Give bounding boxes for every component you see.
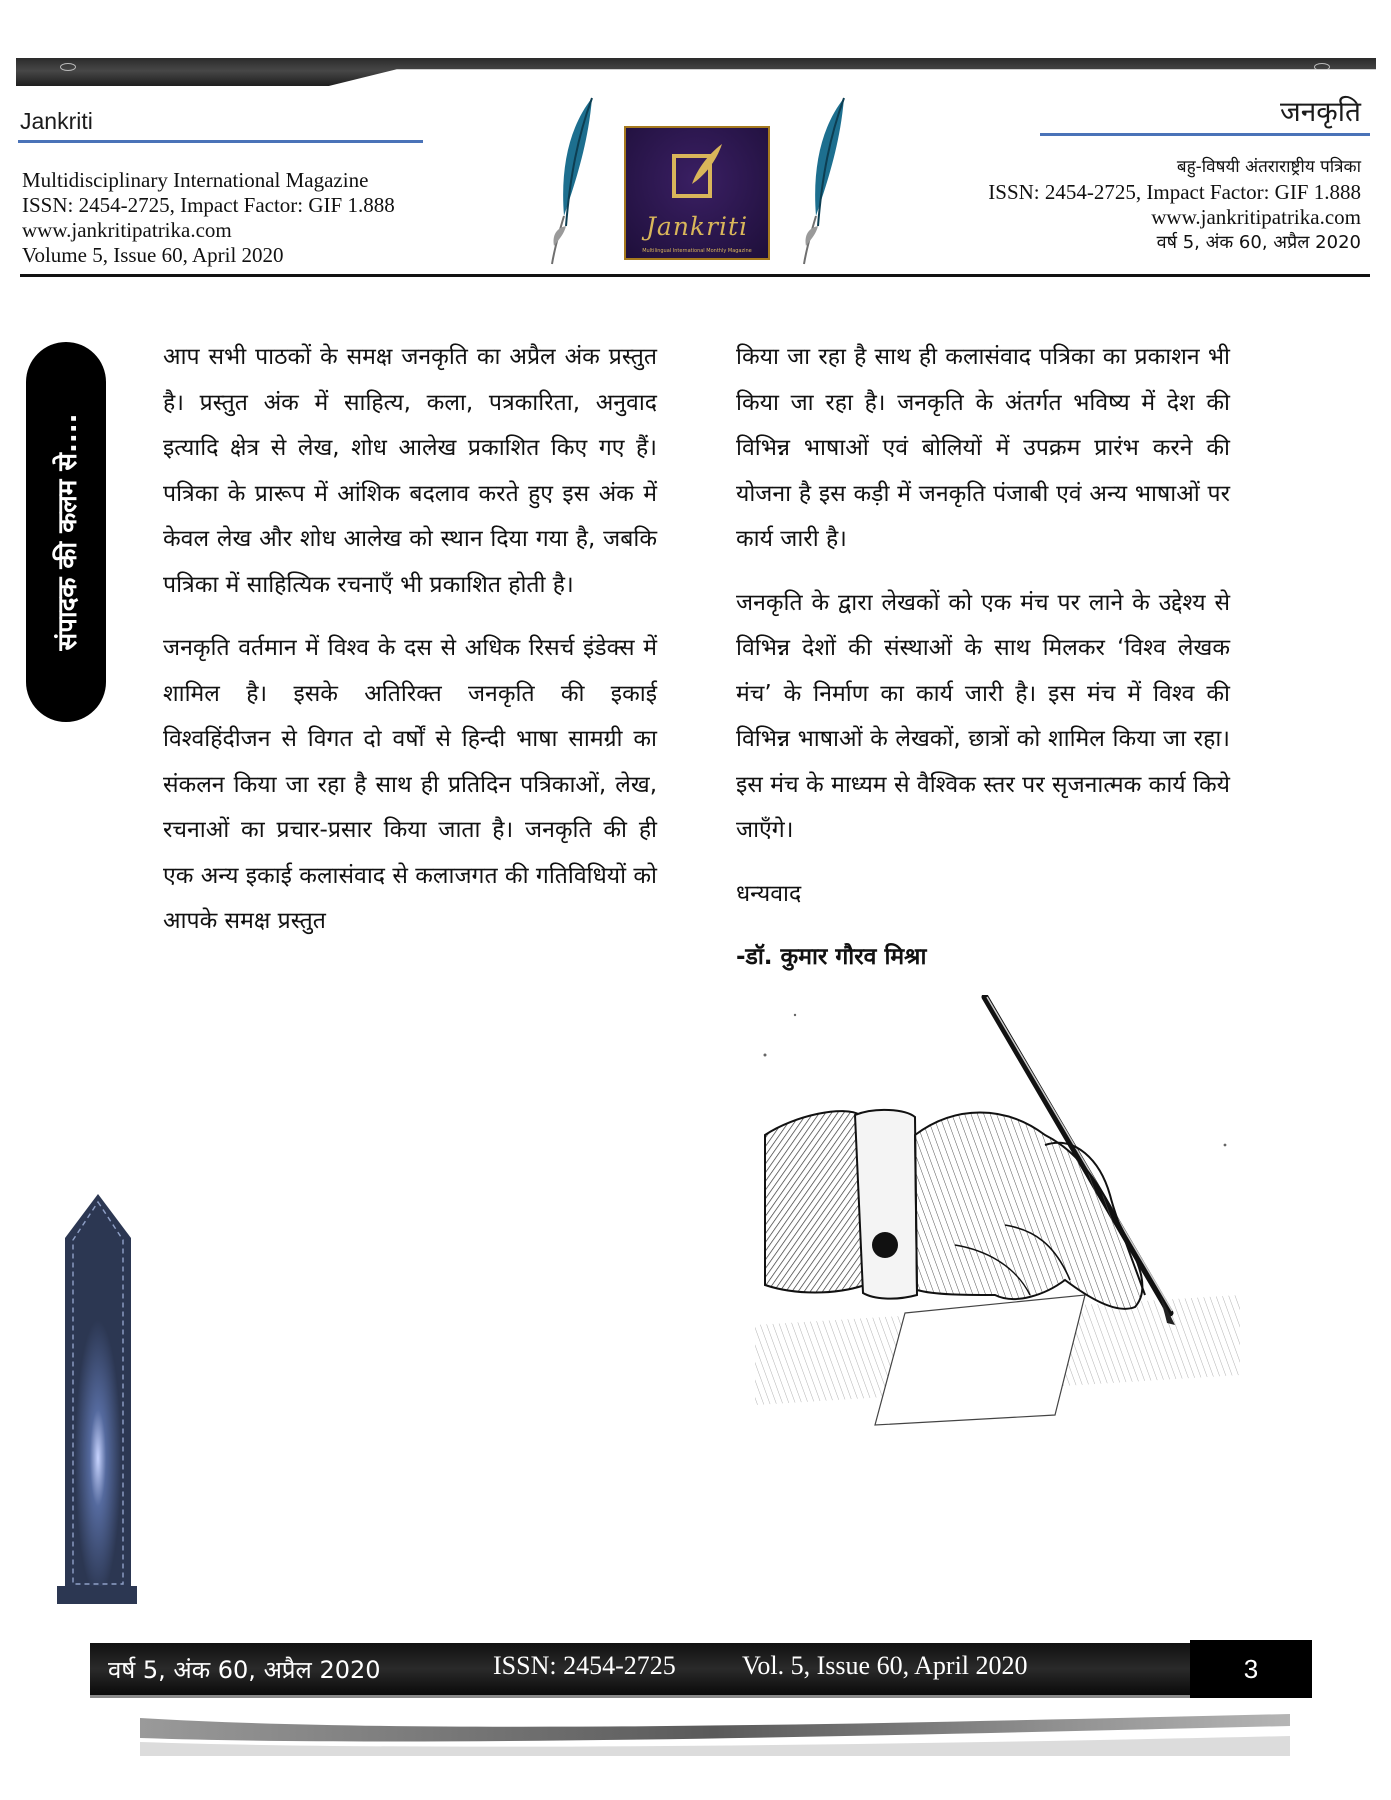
issn-impact: ISSN: 2454-2725, Impact Factor: GIF 1.888 [988, 180, 1361, 204]
magazine-type: Multidisciplinary International Magazine [22, 168, 369, 192]
logo-name: Jankriti [645, 212, 749, 241]
brand-name-english: Jankriti [20, 108, 93, 134]
logo-quill-icon [670, 142, 728, 204]
website-link[interactable]: www.jankritipatrika.com [1151, 205, 1361, 229]
jankriti-logo [624, 126, 770, 260]
paragraph: जनकृति वर्तमान में विश्व के दस से अधिक रिसर्च इंडेक्स में शामिल है। इसके अतिरिक्त जनकृति की इकाई विश्वहिंदीजन से विगत दो वर्षों से हिन्दी भाषा सामग्री का संकलन किया जा रहा है साथ ही प्रतिदिन पत्रिकाओं, लेख, रचनाओं का प्रचार-प्रसार किया जाता है। जनकृति की ही एक अन्य इकाई कलासंवाद से कलाजगत की गतिविधियों को आपके समक्ष प्रस्तुत [163, 635, 657, 934]
footer-swoosh [140, 1712, 1290, 1756]
brand-name-hindi: जनकृति [1279, 95, 1361, 128]
magazine-tagline-hindi: बहु-विषयी अंतराराष्ट्रीय पत्रिका [1176, 157, 1361, 177]
website-link[interactable]: www.jankritipatrika.com [22, 218, 232, 242]
paragraph: आप सभी पाठकों के समक्ष जनकृति का अप्रैल अंक प्रस्तुत है। प्रस्तुत अंक में साहित्य, कला, पत्रकारिता, अनुवाद इत्यादि क्षेत्र से लेख, शोध आलेख प्रकाशित किए गए हैं। पत्रिका के प्रारूप में आंशिक बदलाव करते हुए इस अंक में केवल लेख और शोध आलेख को स्थान दिया गया है, जबकि पत्रिका में साहित्यिक रचनाएँ भी प्रकाशित होती है। [163, 344, 657, 598]
rivet-icon [60, 63, 76, 71]
right-column [736, 335, 1230, 999]
header-rule-right [1040, 133, 1370, 136]
issn-impact: ISSN: 2454-2725, Impact Factor: GIF 1.888 [22, 193, 395, 217]
footer-volume-english: Vol. 5, Issue 60, April 2020 [742, 1651, 1028, 1680]
paragraph: किया जा रहा है साथ ही कलासंवाद पत्रिका का प्रकाशन भी किया जा रहा है। जनकृति के अंतर्गत भविष्य में देश की विभिन्न भाषाओं एवं बोलियों में उपक्रम प्रारंभ करने की योजना है इस कड़ी में जनकृति पंजाबी एवं अन्य भाषाओं पर कार्य जारी है। [736, 344, 1230, 552]
page-number: 3 [1190, 1640, 1312, 1698]
header-meta-left [22, 168, 395, 268]
thanks-text: धन्यवाद [736, 880, 802, 907]
editor-column-tab [26, 342, 106, 722]
side-tab-label: संपादक की कलम से.... [53, 413, 83, 651]
paragraph: जनकृति के द्वारा लेखकों को एक मंच पर लाने के उद्देश्य से विभिन्न देशों की संस्थाओं के साथ मिलकर ‘विश्व लेखक मंच’ के निर्माण का कार्य जारी है। इस मंच में विश्व की विभिन्न भाषाओं के लेखकों, छात्रों को शामिल किया जा रहा। इस मंच के माध्यम से वैश्विक स्तर पर सृजनात्मक कार्य किये जाएँगे। [736, 589, 1230, 843]
rivet-icon [1314, 63, 1330, 71]
feather-quill-icon [800, 96, 848, 266]
bookmark-icon [55, 1190, 140, 1605]
footer-volume-hindi: वर्ष 5, अंक 60, अप्रैल 2020 [108, 1656, 381, 1684]
editor-signature: -डॉ. कुमार गौरव मिश्रा [736, 944, 927, 970]
logo-subtitle: Multilingual International Monthly Magazine [642, 248, 752, 254]
header-rule-left [18, 140, 423, 143]
footer-issn: ISSN: 2454-2725 [493, 1651, 676, 1680]
feather-quill-icon [548, 96, 596, 266]
left-column [163, 335, 657, 963]
volume-issue-hindi: वर्ष 5, अंक 60, अप्रैल 2020 [1156, 232, 1361, 253]
volume-issue: Volume 5, Issue 60, April 2020 [22, 243, 284, 267]
header-divider [20, 274, 1370, 277]
writing-hand-illustration [755, 995, 1240, 1455]
header-meta-right [988, 155, 1361, 255]
header-top-bar [16, 58, 1376, 86]
footer-bar [90, 1643, 1190, 1698]
